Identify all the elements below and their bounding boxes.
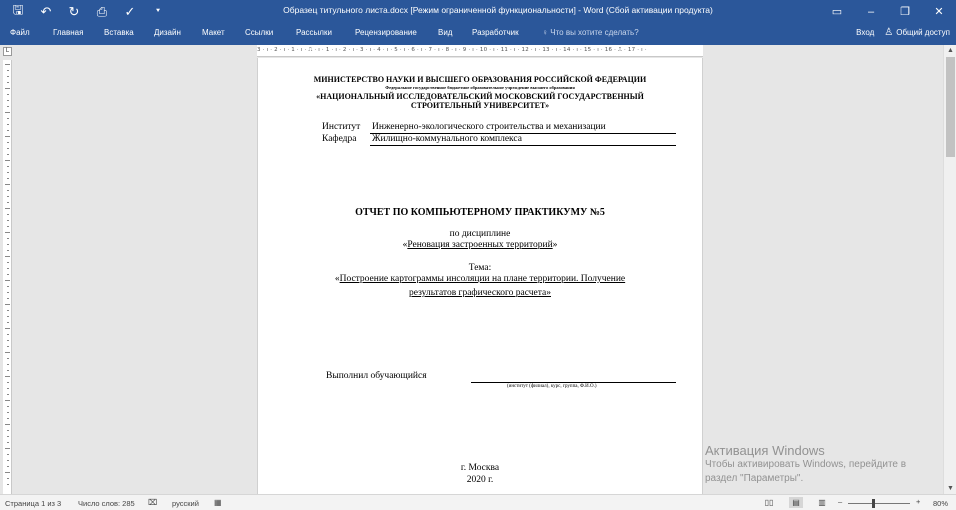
zoom-level[interactable]: 80%: [933, 499, 949, 508]
ruler-tick: [7, 394, 9, 395]
ruler-tick: [5, 184, 10, 185]
ruler-scale: 3 · ı · 2 · ı · 1 · ı · ⎍ · ı · 1 · ı · 2 · ı · 3 · ı · 4 · ı · 5 · ı · 6 · ı · 7 · ı · 8 · ı · 9 · ı · 10 · ı · 11 · ı · 12 · ı · 13 · ı · 14 · ı · 15 · ı · 16 · ⎍ · 17 · ı ·: [257, 47, 647, 53]
activation-line1: Чтобы активировать Windows, перейдите в: [705, 459, 907, 470]
ruler-tick: [7, 406, 9, 407]
share-label: Общий доступ: [896, 28, 950, 37]
ruler-tick: [5, 232, 10, 233]
document-page[interactable]: [257, 58, 703, 494]
customize-qat-icon[interactable]: ⯆: [155, 7, 161, 15]
ruler-tick: [7, 388, 9, 389]
vertical-scrollbar[interactable]: [943, 45, 956, 494]
ruler-tick: [7, 262, 9, 263]
ruler-tick: [7, 418, 9, 419]
lightbulb-icon: ♀: [542, 28, 548, 37]
scroll-down-icon[interactable]: ▼: [947, 485, 954, 492]
status-bar: [0, 494, 956, 510]
ruler-tick: [7, 94, 9, 95]
ruler-tick: [5, 472, 10, 473]
discipline-label: по дисциплине: [449, 229, 511, 239]
tell-me-label: Что вы хотите сделать?: [550, 28, 639, 37]
university-name-line1: «НАЦИОНАЛЬНЫЙ ИССЛЕДОВАТЕЛЬСКИЙ МОСКОВСКИЙ ГОСУДАРСТВЕННЫЙ: [316, 92, 644, 101]
tab-references[interactable]: Ссылки: [245, 28, 274, 37]
report-title: ОТЧЕТ ПО КОМПЬЮТЕРНОМУ ПРАКТИКУМУ №5: [355, 207, 605, 218]
tab-mailings[interactable]: Рассылки: [296, 28, 332, 37]
print-layout-icon[interactable]: ▤: [789, 497, 803, 508]
ruler-tick: [7, 370, 9, 371]
save-icon[interactable]: 🖫: [12, 1, 24, 17]
macro-record-icon[interactable]: ▦: [214, 498, 222, 507]
proofing-icon[interactable]: ⌧: [148, 498, 158, 507]
ruler-tick: [5, 112, 10, 113]
year: 2020 г.: [466, 475, 494, 485]
close-button[interactable]: ✕: [934, 6, 944, 18]
ruler-tick: [7, 106, 9, 107]
zoom-out-button[interactable]: –: [838, 497, 843, 506]
quick-access-toolbar: [4, 2, 172, 21]
page-count[interactable]: Страница 1 из 3: [5, 499, 62, 508]
ruler-tick: [5, 136, 10, 137]
tab-developer[interactable]: Разработчик: [472, 28, 519, 37]
ruler-tick: [5, 424, 10, 425]
ruler-tick: [5, 400, 10, 401]
topic-quote-open: «: [334, 274, 340, 284]
vertical-ruler[interactable]: [3, 60, 12, 494]
ministry-heading: МИНИСТЕРСТВО НАУКИ И ВЫСШЕГО ОБРАЗОВАНИЯ РОССИЙСКОЙ ФЕДЕРАЦИИ: [313, 75, 647, 84]
ruler-tick: [7, 220, 9, 221]
ruler-tick: [7, 178, 9, 179]
ruler-tick: [7, 274, 9, 275]
department-value: Жилищно-коммунального комплекса: [372, 134, 522, 144]
ruler-tick: [7, 130, 9, 131]
ruler-tick: [5, 160, 10, 161]
ruler-tick: [7, 196, 9, 197]
ruler-tick: [7, 286, 9, 287]
ruler-tick: [7, 100, 9, 101]
ruler-tick: [7, 334, 9, 335]
ruler-tick: [7, 226, 9, 227]
ruler-tick: [7, 430, 9, 431]
word-count[interactable]: Число слов: 285: [78, 499, 135, 508]
ruler-tick: [7, 322, 9, 323]
performed-by-label: Выполнил обучающийся: [326, 371, 427, 381]
ruler-tick: [7, 310, 9, 311]
minimize-button[interactable]: –: [867, 5, 875, 18]
ruler-tick: [7, 124, 9, 125]
tab-insert[interactable]: Вставка: [104, 28, 134, 37]
ruler-tick: [7, 316, 9, 317]
ruler-tick: [7, 214, 9, 215]
ruler-tick: [7, 172, 9, 173]
ruler-tick: [7, 118, 9, 119]
zoom-slider-thumb[interactable]: [872, 499, 875, 508]
topic-line1: [258, 274, 702, 284]
ruler-tick: [5, 88, 10, 89]
institute-value: Инженерно-экологического строительства и механизации: [372, 122, 606, 132]
discipline-quote-close: »: [552, 240, 558, 250]
tab-design[interactable]: Дизайн: [154, 28, 181, 37]
ruler-tick: [7, 460, 9, 461]
department-underline: [370, 145, 676, 146]
ruler-tick: [7, 142, 9, 143]
ruler-tick: [7, 454, 9, 455]
tell-me-box[interactable]: [542, 28, 639, 37]
performed-by-underline: [471, 382, 676, 383]
ruler-tick: [5, 352, 10, 353]
person-icon: ♙: [884, 27, 894, 38]
ribbon-display-options-icon[interactable]: ▭: [831, 6, 843, 18]
ruler-tick: [5, 64, 10, 65]
tab-layout[interactable]: Макет: [202, 28, 225, 37]
ruler-tick: [7, 298, 9, 299]
tab-review[interactable]: Рецензирование: [355, 28, 417, 37]
ruler-tick: [7, 442, 9, 443]
institute-label: Институт: [322, 122, 361, 132]
horizontal-ruler[interactable]: [257, 45, 703, 57]
activation-watermark: [705, 443, 906, 486]
ruler-tick: [5, 448, 10, 449]
discipline-value: Реновация застроенных территорий: [407, 240, 553, 250]
ruler-tick: [5, 376, 10, 377]
ruler-tick: [5, 280, 10, 281]
ruler-tick: [7, 358, 9, 359]
discipline-quote-open: «: [402, 240, 408, 250]
university-name-line2: СТРОИТЕЛЬНЫЙ УНИВЕРСИТЕТ»: [410, 101, 550, 110]
ruler-tick: [5, 208, 10, 209]
ruler-tick: [7, 202, 9, 203]
language-indicator[interactable]: русский: [172, 499, 199, 508]
performed-by-caption: (институт (филиал), курс, группа, Ф.И.О.): [507, 384, 597, 389]
discipline-line: [258, 240, 702, 250]
redo-icon[interactable]: ↻: [68, 3, 80, 19]
read-mode-icon[interactable]: ▯▯: [764, 498, 774, 507]
ruler-tick: [5, 328, 10, 329]
ruler-tick: [7, 82, 9, 83]
activation-title: Активация Windows: [705, 443, 825, 458]
ruler-tick: [7, 484, 9, 485]
spelling-icon[interactable]: ✓: [124, 3, 136, 19]
share-button[interactable]: [884, 27, 950, 38]
web-layout-icon[interactable]: ▥: [818, 498, 826, 507]
tab-view[interactable]: Вид: [438, 28, 453, 37]
ruler-tick: [7, 382, 9, 383]
ruler-tick: [7, 70, 9, 71]
topic-label: Тема:: [468, 263, 492, 273]
ruler-tick: [7, 346, 9, 347]
tab-home[interactable]: Главная: [53, 28, 84, 37]
tab-selector-icon[interactable]: L: [3, 47, 12, 56]
ruler-tick: [7, 250, 9, 251]
ruler-tick: [7, 238, 9, 239]
ruler-tick: [7, 244, 9, 245]
department-label: Кафедра: [322, 134, 357, 144]
topic-value-line1: Построение картограммы инсоляции на плане территории. Получение: [339, 274, 626, 284]
ruler-tick: [5, 256, 10, 257]
maximize-button[interactable]: ❐: [900, 6, 910, 18]
ruler-tick: [7, 190, 9, 191]
tab-file[interactable]: Файл: [10, 28, 30, 37]
ruler-tick: [7, 154, 9, 155]
institution-type: Федеральное государственное бюджетное образовательное учреждение высшего образования: [385, 85, 575, 90]
ruler-tick: [7, 436, 9, 437]
ruler-tick: [7, 466, 9, 467]
city: г. Москва: [460, 463, 500, 473]
topic-value-line2: результатов графического расчета»: [409, 288, 551, 298]
title-bar: [0, 0, 956, 23]
sign-in-link[interactable]: Вход: [856, 28, 875, 37]
print-preview-icon[interactable]: ⎙: [96, 3, 108, 19]
ruler-tick: [7, 76, 9, 77]
scrollbar-thumb[interactable]: [946, 57, 955, 157]
window-controls: [820, 0, 956, 23]
ruler-tick: [7, 340, 9, 341]
window-title: Образец титульного листа.docx [Режим ограниченной функциональности] - Word (Сбой активации продукта): [283, 5, 713, 15]
activation-line2: раздел "Параметры".: [705, 473, 804, 484]
ruler-tick: [7, 166, 9, 167]
scroll-up-icon[interactable]: ▲: [947, 47, 954, 54]
zoom-in-button[interactable]: +: [916, 497, 921, 506]
ruler-tick: [7, 412, 9, 413]
ruler-tick: [7, 268, 9, 269]
ruler-tick: [7, 292, 9, 293]
ribbon-tabs: [0, 23, 956, 45]
undo-icon[interactable]: ↶: [40, 3, 52, 19]
ruler-tick: [7, 148, 9, 149]
ruler-tick: [7, 478, 9, 479]
ruler-tick: [5, 304, 10, 305]
ruler-tick: [7, 364, 9, 365]
zoom-slider[interactable]: [848, 503, 910, 504]
